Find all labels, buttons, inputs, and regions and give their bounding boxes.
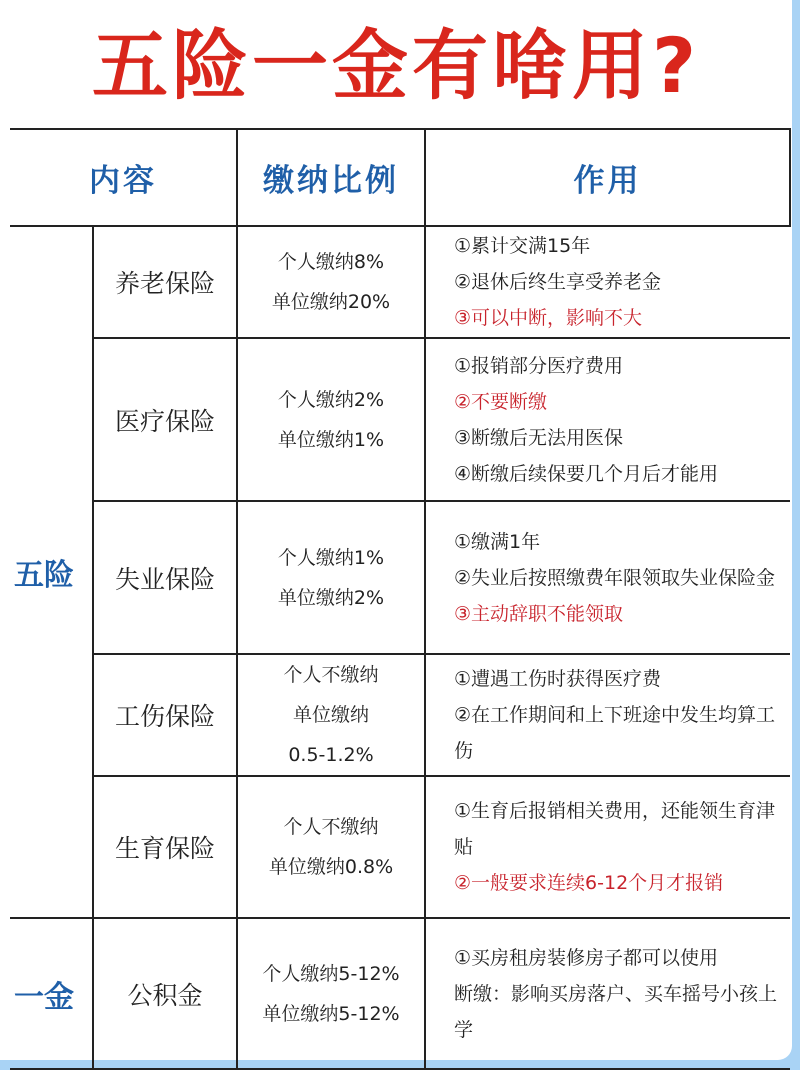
insurance-name: 公积金 <box>93 918 237 1069</box>
usage-line: ①缴满1年 <box>454 530 541 553</box>
table-row <box>10 918 790 1069</box>
ratio-line: 个人不缴纳 <box>283 664 379 686</box>
ratio-line: 单位缴纳0.8% <box>268 856 394 878</box>
ratio-line: 个人不缴纳 <box>283 816 379 838</box>
usage-line: ②不要断缴 <box>454 390 548 413</box>
ratio-line: 单位缴纳1% <box>277 428 385 451</box>
table-row <box>10 338 790 501</box>
usage-line: ①报销部分医疗费用 <box>454 354 624 377</box>
ratio-cell <box>237 918 425 1069</box>
ratio-cell <box>237 776 425 918</box>
table-row <box>10 776 790 918</box>
table-row <box>10 501 790 654</box>
ratio-line: 个人缴纳5-12% <box>262 962 400 985</box>
usage-cell <box>425 918 790 1069</box>
ratio-line: 个人缴纳2% <box>277 388 385 411</box>
group-one-fund: 一金 <box>10 918 93 1069</box>
ratio-line: 单位缴纳5-12% <box>262 1002 400 1025</box>
usage-line: ②失业后按照缴费年限领取失业保险金 <box>454 566 776 589</box>
ratio-cell <box>237 226 425 338</box>
ratio-cell <box>237 654 425 776</box>
usage-cell <box>425 338 790 501</box>
usage-line: ②在工作期间和上下班途中发生均算工伤 <box>454 704 776 762</box>
usage-cell <box>425 654 790 776</box>
ratio-line: 单位缴纳20% <box>271 291 391 313</box>
ratio-cell <box>237 501 425 654</box>
ratio-line: 个人缴纳8% <box>277 251 385 273</box>
usage-line: ④断缴后续保要几个月后才能用 <box>454 462 719 485</box>
usage-line: ①买房租房装修房子都可以使用 <box>454 946 719 969</box>
insurance-name: 生育保险 <box>93 776 237 918</box>
usage-line: ③可以中断，影响不大 <box>454 307 643 329</box>
usage-line: ①生育后报销相关费用，还能领生育津贴 <box>454 800 776 858</box>
insurance-name: 工伤保险 <box>93 654 237 776</box>
usage-line: ①遭遇工伤时获得医疗费 <box>454 668 662 690</box>
header-row <box>10 129 790 226</box>
insurance-name: 失业保险 <box>93 501 237 654</box>
ratio-line: 单位缴纳 <box>292 704 369 726</box>
usage-line: ②一般要求连续6-12个月才报销 <box>454 872 724 894</box>
usage-cell <box>425 776 790 918</box>
usage-line: ③断缴后无法用医保 <box>454 426 624 449</box>
ratio-line: 个人缴纳1% <box>277 546 385 569</box>
usage-cell <box>425 501 790 654</box>
page-title: 五险一金有啥用? <box>91 21 701 110</box>
insurance-name: 医疗保险 <box>93 338 237 501</box>
table-row <box>10 226 790 338</box>
ratio-line: 0.5-1.2% <box>288 744 374 766</box>
ratio-cell <box>237 338 425 501</box>
usage-line: ①累计交满15年 <box>454 235 591 257</box>
table-row <box>10 654 790 776</box>
usage-cell <box>425 226 790 338</box>
insurance-table <box>10 128 791 1070</box>
usage-line: ③主动辞职不能领取 <box>454 602 624 625</box>
header-usage: 作用 <box>425 129 790 226</box>
ratio-line: 单位缴纳2% <box>277 586 385 609</box>
header-content: 内容 <box>10 129 237 226</box>
usage-line: 断缴：影响买房落户、买车摇号小孩上学 <box>454 982 778 1041</box>
group-five-insurances: 五险 <box>10 226 93 918</box>
insurance-name: 养老保险 <box>93 226 237 338</box>
header-ratio: 缴纳比例 <box>237 129 425 226</box>
usage-line: ②退休后终生享受养老金 <box>454 271 662 293</box>
